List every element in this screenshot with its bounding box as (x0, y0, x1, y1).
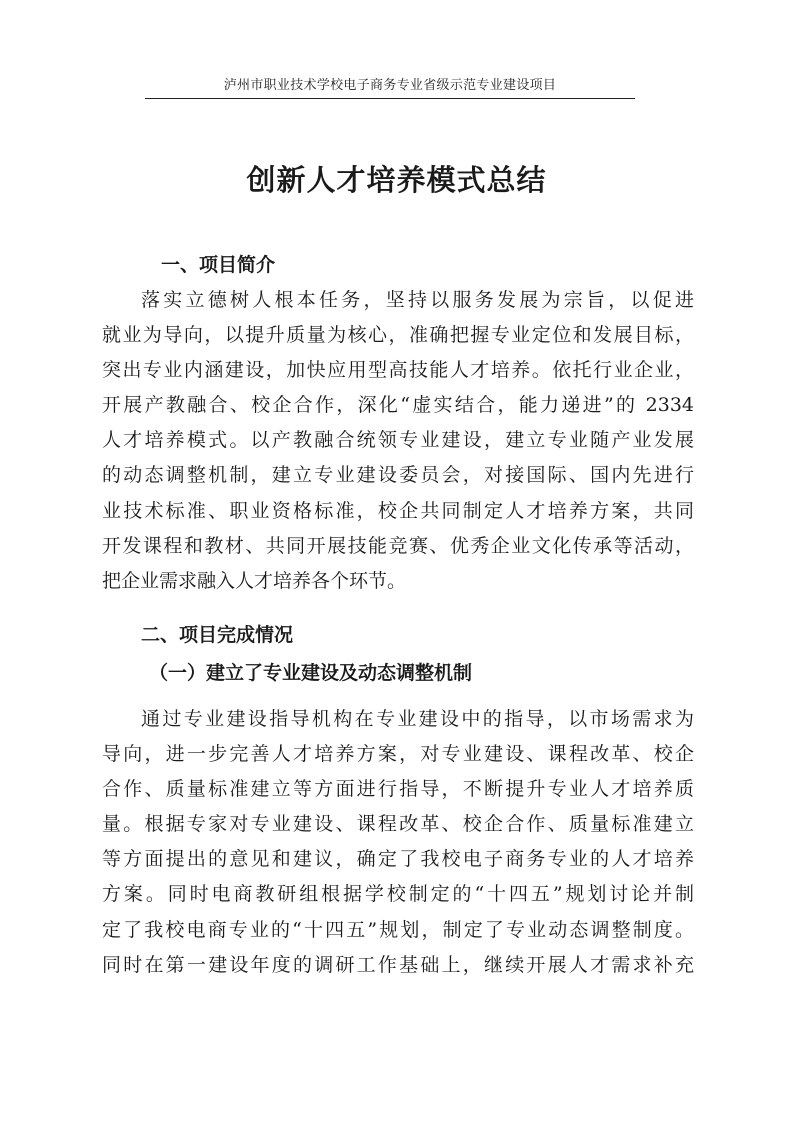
paragraph-line: 合作、质量标准建立等方面进行指导，不断提升专业人才培养质 (102, 778, 694, 801)
section-heading-completion: 二、项目完成情况 (141, 624, 294, 646)
paragraph-line: 开发课程和教材、共同开展技能竞赛、优秀企业文化传承等活动， (102, 534, 694, 557)
paragraph-line: 突出专业内涵建设，加快应用型高技能人才培养。依托行业企业， (102, 359, 694, 382)
paragraph-intro (102, 283, 694, 599)
subsection-heading-mechanism: （一）建立了专业建设及动态调整机制 (149, 662, 473, 684)
document-title: 创新人才培养模式总结 (246, 163, 547, 197)
paragraph-line: 量。根据专家对专业建设、课程改革、校企合作、质量标准建立 (102, 813, 694, 836)
paragraph-line: 通过专业建设指导机构在专业建设中的指导，以市场需求为 (141, 708, 694, 730)
paragraph-line: 业技术标准、职业资格标准，校企共同制定人才培养方案，共同 (102, 499, 694, 522)
paragraph-line: 就业为导向，以提升质量为核心，准确把握专业定位和发展目标， (102, 324, 694, 347)
paragraph-line: 等方面提出的意见和建议，确定了我校电子商务专业的人才培养 (102, 848, 694, 871)
paragraph-line: 定了我校电商专业的“十四五”规划，制定了专业动态调整制度。 (102, 918, 694, 941)
paragraph-line: 同时在第一建设年度的调研工作基础上，继续开展人才需求补充 (102, 953, 694, 976)
paragraph-mechanism (102, 702, 694, 983)
paragraph-line: 导向，进一步完善人才培养方案，对专业建设、课程改革、校企 (102, 743, 694, 766)
paragraph-line: 的动态调整机制，建立专业建设委员会，对接国际、国内先进行 (102, 464, 694, 487)
running-header: 泸州市职业技术学校电子商务专业省级示范专业建设项目 (145, 76, 635, 99)
paragraph-line: 人才培养模式。以产教融合统领专业建设，建立专业随产业发展 (102, 429, 694, 452)
paragraph-line: 方案。同时电商教研组根据学校制定的“十四五”规划讨论并制 (102, 883, 694, 906)
section-heading-intro: 一、项目简介 (161, 254, 276, 276)
paragraph-line: 把企业需求融入人才培养各个环节。 (102, 569, 407, 592)
paragraph-line: 落实立德树人根本任务，坚持以服务发展为宗旨，以促进 (141, 289, 694, 311)
paragraph-line: 开展产教融合、校企合作，深化“虚实结合，能力递进”的 2334 (102, 394, 694, 417)
